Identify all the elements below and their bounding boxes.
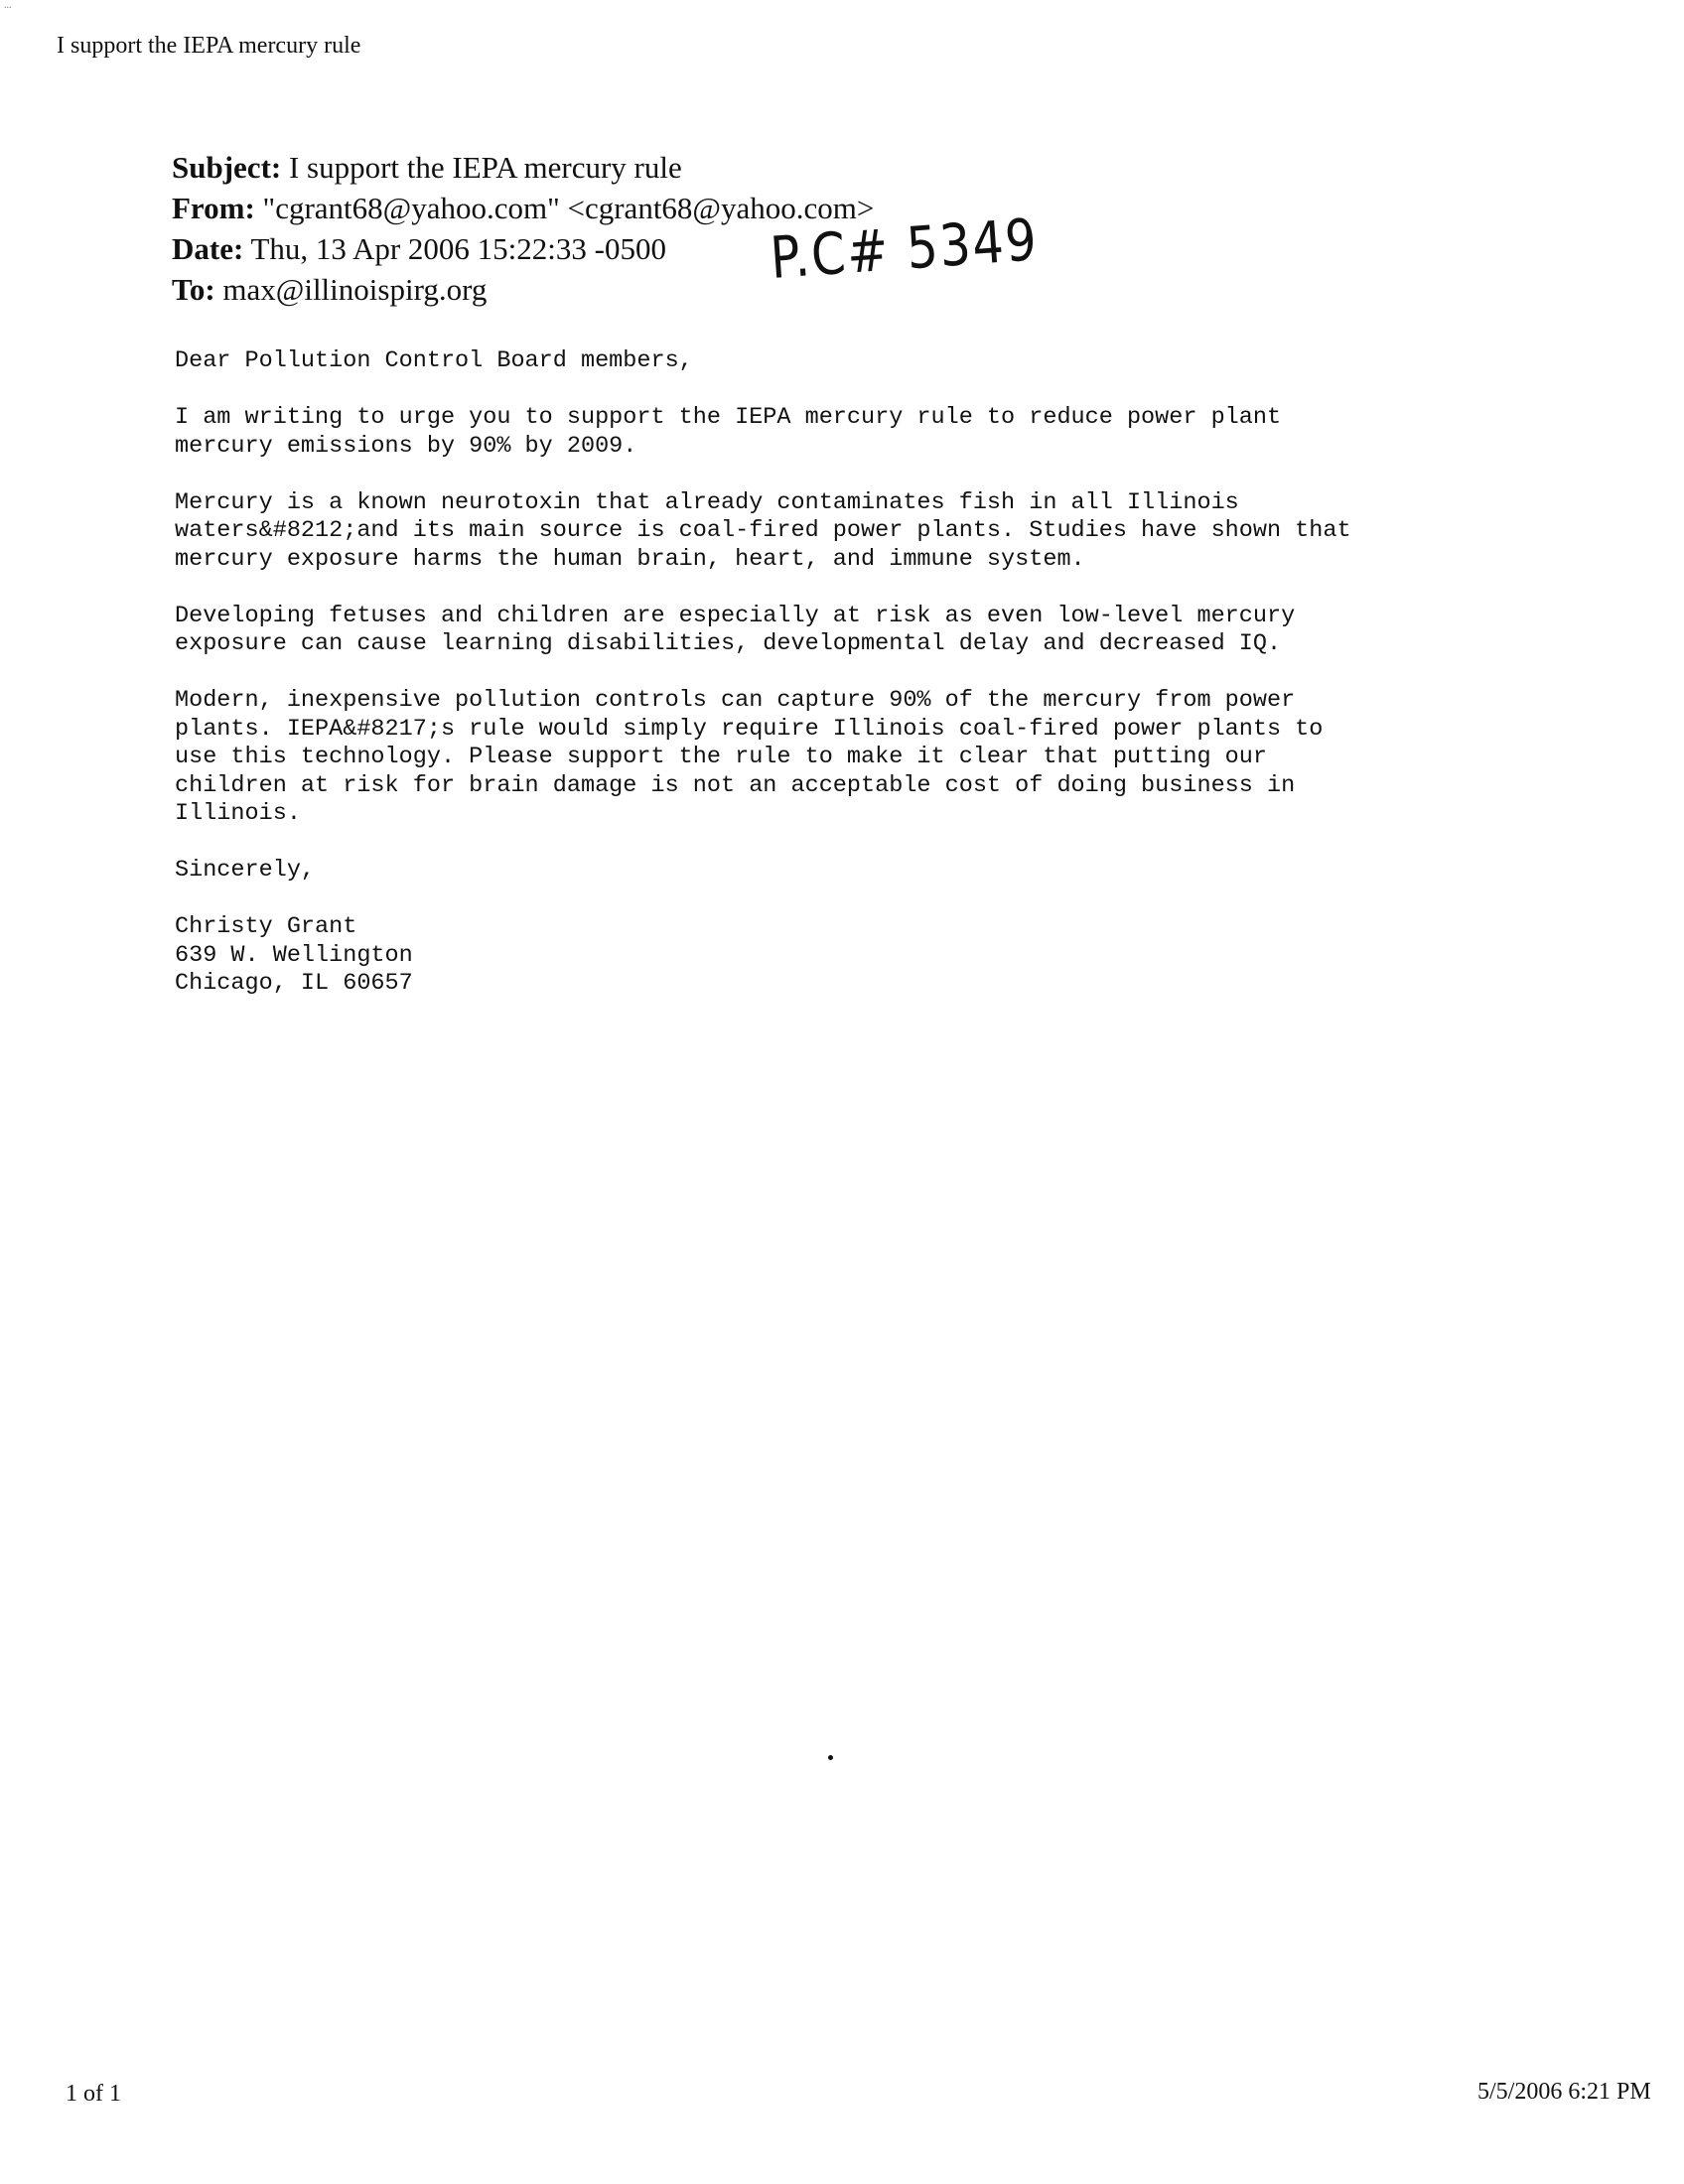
signature-street: 639 W. Wellington [175, 941, 413, 969]
page-number: 1 of 1 [66, 2081, 121, 2107]
greeting: Dear Pollution Control Board members, [175, 347, 693, 374]
paragraph-1: I am writing to urge you to support the IEPA mercury rule to reduce power plant mercury emissions by 90% by 2009. [175, 404, 1282, 460]
date-value: Thu, 13 Apr 2006 15:22:33 -0500 [250, 231, 666, 266]
to-line [172, 269, 874, 310]
page-title: I support the IEPA mercury rule [57, 33, 361, 59]
subject-value: I support the IEPA mercury rule [288, 150, 682, 185]
from-label: From: [172, 191, 255, 225]
handwritten-pc-number: P.C# 5349 [768, 205, 1041, 292]
from-line [172, 188, 874, 228]
subject-line [172, 147, 874, 188]
email-body [175, 347, 1664, 999]
paragraph-2: Mercury is a known neurotoxin that already contaminates fish in all Illinois waters&#8212;and its main source is coal-fired power plants. Studies have shown that mercury exposure harms the human brain, heart, and immune system. [175, 488, 1351, 573]
scan-speck [828, 1755, 833, 1760]
subject-label: Subject: [172, 150, 282, 185]
from-value: "cgrant68@yahoo.com" <cgrant68@yahoo.com> [262, 191, 875, 225]
to-label: To: [172, 272, 215, 307]
date-label: Date: [172, 231, 244, 266]
signature-city: Chicago, IL 60657 [175, 970, 413, 997]
print-timestamp: 5/5/2006 6:21 PM [1477, 2079, 1651, 2105]
paragraph-3: Developing fetuses and children are especially at risk as even low-level mercury exposure can cause learning disabilities, developmental delay and decreased IQ. [175, 602, 1296, 657]
to-value: max@illinoispirg.org [222, 272, 488, 307]
corner-mark: ... [4, 0, 12, 11]
paragraph-4: Modern, inexpensive pollution controls can capture 90% of the mercury from power plants. IEPA&#8217;s rule would simply require Illinois coal-fired power plants to use this technology. Please support the rule to make it clear that putting our children at risk for brain damage is not an acceptable cost of doing business in Illinois. [175, 687, 1324, 827]
signature-block [175, 913, 1664, 999]
closing: Sincerely, [175, 857, 316, 884]
signature-name: Christy Grant [175, 913, 357, 940]
